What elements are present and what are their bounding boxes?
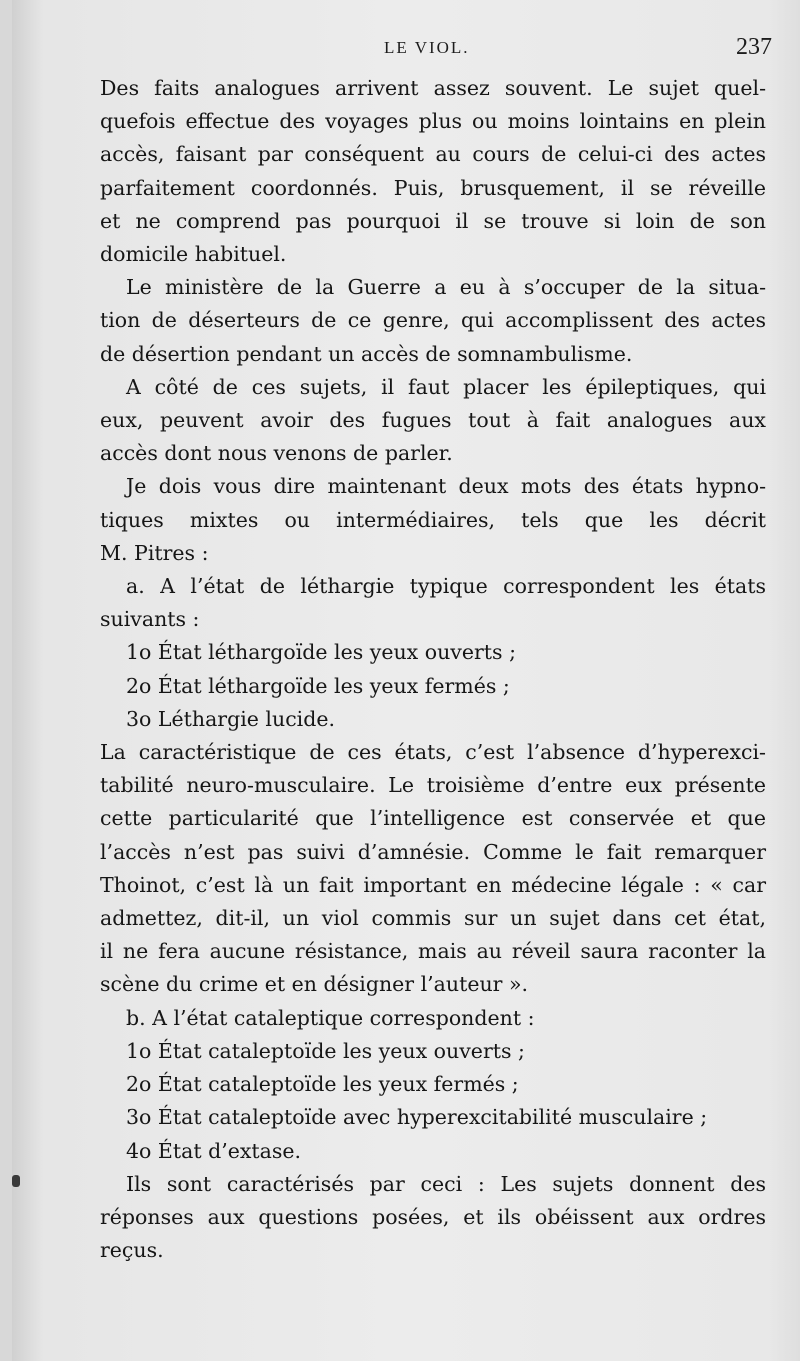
book-page — [12, 0, 800, 1361]
list-item: 3o État cataleptoïde avec hyperexcitabilité musculaire ; — [126, 1105, 708, 1130]
text-line: scène du crime et en désigner l’auteur ». — [100, 972, 529, 997]
running-title: LE VIOL. — [384, 38, 470, 57]
text-line: Ils sont caractérisés par ceci : Les sujets donnent des — [126, 1171, 766, 1196]
text-line: et ne comprend pas pourquoi il se trouve si loin de son — [100, 208, 766, 233]
list-item: 1o État cataleptoïde les yeux ouverts ; — [126, 1038, 525, 1063]
text-line: il ne fera aucune résistance, mais au réveil saura raconter la — [100, 939, 766, 964]
page-number: 237 — [736, 34, 772, 60]
text-line: b. A l’état cataleptique correspondent : — [126, 1005, 535, 1030]
text-line: de désertion pendant un accès de somnambulisme. — [100, 341, 633, 366]
text-line: Thoinot, c’est là un fait important en médecine légale : « car — [100, 872, 766, 897]
text-line: l’accès n’est pas suivi d’amnésie. Comme le fait remarquer — [100, 839, 766, 864]
text-line: tiques mixtes ou intermédiaires, tels que les décrit — [100, 507, 766, 532]
text-line: A côté de ces sujets, il faut placer les épileptiques, qui — [126, 374, 766, 399]
text-line: parfaitement coordonnés. Puis, brusquement, il se réveille — [100, 175, 766, 200]
text-line: La caractéristique de ces états, c’est l’absence d’hyperexci- — [100, 740, 766, 765]
list-item: 2o État cataleptoïde les yeux fermés ; — [126, 1072, 519, 1097]
list-item: 3o Léthargie lucide. — [126, 706, 336, 731]
text-line: cette particularité que l’intelligence est conservée et que — [100, 806, 766, 831]
list-item: 1o État léthargoïde les yeux ouverts ; — [126, 640, 516, 665]
text-line: tabilité neuro-musculaire. Le troisième d’entre eux présente — [100, 773, 766, 798]
text-line: accès, faisant par conséquent au cours de celui-ci des actes — [100, 142, 766, 167]
text-line: eux, peuvent avoir des fugues tout à fait analogues aux — [100, 408, 766, 433]
text-line: a. A l’état de léthargie typique correspondent les états — [126, 574, 766, 599]
text-line: accès dont nous venons de parler. — [100, 441, 453, 466]
running-head — [112, 34, 772, 64]
ink-mark — [12, 1175, 20, 1187]
text-line: domicile habituel. — [100, 242, 287, 267]
text-line: réponses aux questions posées, et ils obéissent aux ordres — [100, 1204, 766, 1229]
text-line: admettez, dit-il, un viol commis sur un sujet dans cet état, — [100, 906, 766, 931]
text-line: quefois effectue des voyages plus ou moins lointains en plein — [100, 109, 766, 134]
text-line: suivants : — [100, 607, 200, 632]
text-line: reçus. — [100, 1238, 164, 1263]
body-text — [100, 72, 766, 1267]
text-line: tion de déserteurs de ce genre, qui accomplissent des actes — [100, 308, 766, 333]
text-line: Des faits analogues arrivent assez souvent. Le sujet quel- — [100, 76, 766, 100]
text-line: Je dois vous dire maintenant deux mots des états hypno- — [126, 474, 766, 499]
list-item: 2o État léthargoïde les yeux fermés ; — [126, 673, 510, 698]
list-item: 4o État d’extase. — [126, 1138, 302, 1163]
text-line: M. Pitres : — [100, 540, 209, 565]
text-line: Le ministère de la Guerre a eu à s’occuper de la situa- — [126, 275, 766, 300]
